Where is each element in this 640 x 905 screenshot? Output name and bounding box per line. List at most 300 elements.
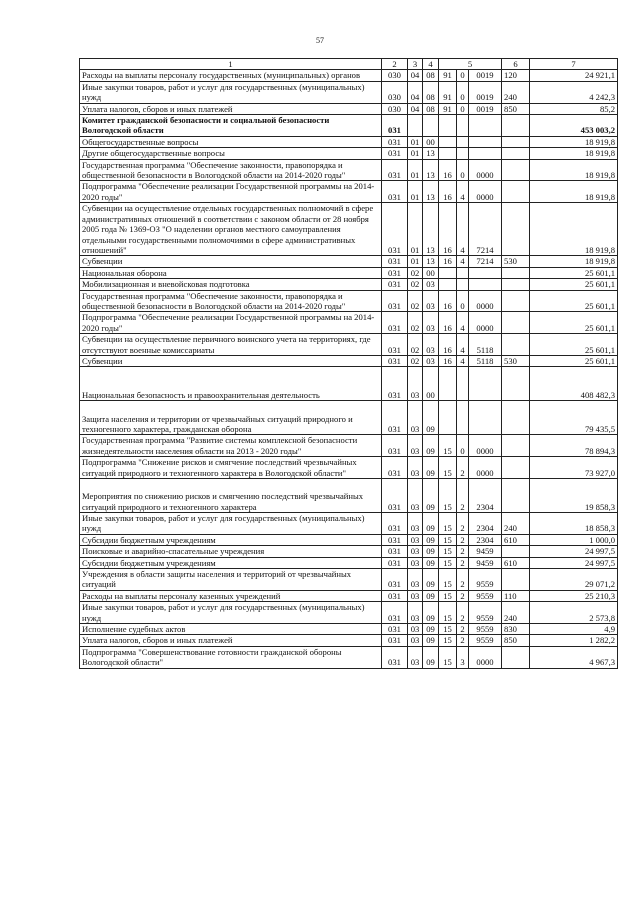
- cell-section: 02: [408, 290, 423, 312]
- cell-name: Национальная безопасность и правоохранительная деятельность: [80, 367, 382, 401]
- cell-name: Подпрограмма "Обеспечение реализации Государственной программы на 2014-2020 годы": [80, 312, 382, 334]
- cell-program: [439, 267, 457, 278]
- cell-ved: 031: [382, 159, 408, 181]
- cell-section: 01: [408, 136, 423, 147]
- table-row: [80, 569, 618, 591]
- table-row: [80, 367, 618, 401]
- cell-subsection: 08: [423, 81, 439, 103]
- cell-expense-type: [502, 646, 530, 668]
- cell-name: Государственная программа "Обеспечение законности, правопорядка и общественной безопасности в Вологодской области на 2014-2020 годы": [80, 290, 382, 312]
- cell-expense-type: [502, 546, 530, 557]
- cell-subsection: 09: [423, 534, 439, 545]
- cell-ved: 031: [382, 557, 408, 568]
- cell-direction: 7214: [469, 203, 502, 256]
- cell-name: Государственная программа "Обеспечение законности, правопорядка и общественной безопасности в Вологодской области на 2014-2020 годы": [80, 159, 382, 181]
- cell-direction: 5118: [469, 355, 502, 366]
- cell-subprogram: [457, 367, 469, 401]
- cell-ved: 031: [382, 646, 408, 668]
- cell-section: 03: [408, 602, 423, 624]
- cell-program: 15: [439, 513, 457, 535]
- cell-subsection: 09: [423, 602, 439, 624]
- cell-sum: 25 601,1: [530, 355, 618, 366]
- cell-program: [439, 136, 457, 147]
- cell-program: 15: [439, 435, 457, 457]
- cell-expense-type: 120: [502, 70, 530, 81]
- cell-section: 03: [408, 569, 423, 591]
- cell-subsection: 09: [423, 479, 439, 513]
- cell-ved: 031: [382, 590, 408, 601]
- cell-subsection: 09: [423, 635, 439, 646]
- cell-section: 02: [408, 312, 423, 334]
- cell-sum: 408 482,3: [530, 367, 618, 401]
- cell-subprogram: 4: [457, 181, 469, 203]
- cell-subsection: 09: [423, 457, 439, 479]
- cell-name: Подпрограмма "Обеспечение реализации Государственной программы на 2014-2020 годы": [80, 181, 382, 203]
- cell-subsection: 00: [423, 136, 439, 147]
- cell-subsection: 13: [423, 181, 439, 203]
- cell-sum: 18 919,8: [530, 136, 618, 147]
- cell-ved: 031: [382, 635, 408, 646]
- cell-subprogram: 4: [457, 256, 469, 267]
- header-col-7: 7: [530, 59, 618, 70]
- cell-name: Субвенции на осуществление первичного воинского учета на территориях, где отсутствуют военные комиссариаты: [80, 334, 382, 356]
- cell-name: Субвенции на осуществление отдельных государственных полномочий в сфере административных отношений в соответствии с законом области от 28 ноября 2005 года № 1369-ОЗ "О наделении органов местного самоуправления отдельными государственными полномочиями в сфере административных отношений": [80, 203, 382, 256]
- table-row: [80, 203, 618, 256]
- cell-direction: [469, 279, 502, 290]
- table-row: [80, 181, 618, 203]
- cell-program: 16: [439, 256, 457, 267]
- cell-expense-type: [502, 435, 530, 457]
- cell-expense-type: 240: [502, 513, 530, 535]
- cell-program: 15: [439, 534, 457, 545]
- cell-ved: 031: [382, 334, 408, 356]
- cell-direction: 0000: [469, 159, 502, 181]
- cell-ved: 030: [382, 70, 408, 81]
- cell-sum: 24 997,5: [530, 557, 618, 568]
- table-row: [80, 435, 618, 457]
- cell-subsection: 13: [423, 203, 439, 256]
- table-row: [80, 334, 618, 356]
- cell-direction: 0000: [469, 312, 502, 334]
- cell-direction: 7214: [469, 256, 502, 267]
- cell-subprogram: 2: [457, 513, 469, 535]
- budget-table: [79, 58, 618, 669]
- cell-expense-type: [502, 401, 530, 435]
- cell-program: 16: [439, 290, 457, 312]
- cell-section: 03: [408, 513, 423, 535]
- cell-sum: 18 919,8: [530, 159, 618, 181]
- page-number: 57: [316, 36, 324, 45]
- cell-section: 01: [408, 256, 423, 267]
- cell-ved: 031: [382, 115, 408, 137]
- cell-name: Субвенции: [80, 256, 382, 267]
- header-col-4: 4: [423, 59, 439, 70]
- table-row: [80, 279, 618, 290]
- cell-section: 04: [408, 103, 423, 114]
- cell-expense-type: [502, 115, 530, 137]
- table-row: [80, 148, 618, 159]
- cell-sum: 18 919,8: [530, 256, 618, 267]
- table-row: [80, 115, 618, 137]
- cell-subprogram: 2: [457, 457, 469, 479]
- cell-direction: [469, 401, 502, 435]
- cell-ved: 031: [382, 355, 408, 366]
- cell-sum: 1 000,0: [530, 534, 618, 545]
- cell-ved: 031: [382, 312, 408, 334]
- cell-program: 15: [439, 635, 457, 646]
- cell-direction: 0000: [469, 646, 502, 668]
- cell-subsection: 13: [423, 256, 439, 267]
- table-row: [80, 103, 618, 114]
- cell-ved: 031: [382, 602, 408, 624]
- table-row: [80, 70, 618, 81]
- cell-name: Подпрограмма "Снижение рисков и смягчение последствий чрезвычайных ситуаций природного и техногенного характера в Вологодской области": [80, 457, 382, 479]
- cell-subprogram: 2: [457, 557, 469, 568]
- cell-expense-type: 850: [502, 635, 530, 646]
- cell-program: 15: [439, 590, 457, 601]
- cell-subsection: 08: [423, 70, 439, 81]
- table-row: [80, 136, 618, 147]
- cell-name: Иные закупки товаров, работ и услуг для государственных (муниципальных) нужд: [80, 602, 382, 624]
- table-row: [80, 355, 618, 366]
- cell-direction: 0019: [469, 81, 502, 103]
- cell-direction: 2304: [469, 534, 502, 545]
- cell-subsection: 08: [423, 103, 439, 114]
- cell-section: 04: [408, 70, 423, 81]
- cell-name: Уплата налогов, сборов и иных платежей: [80, 103, 382, 114]
- table-row: [80, 290, 618, 312]
- cell-sum: 18 919,8: [530, 203, 618, 256]
- cell-program: 16: [439, 203, 457, 256]
- cell-subsection: 03: [423, 290, 439, 312]
- cell-section: 01: [408, 148, 423, 159]
- cell-direction: 2304: [469, 513, 502, 535]
- cell-section: 02: [408, 334, 423, 356]
- cell-name: Исполнение судебных актов: [80, 624, 382, 635]
- cell-subprogram: 4: [457, 355, 469, 366]
- cell-subprogram: 0: [457, 435, 469, 457]
- cell-sum: 29 071,2: [530, 569, 618, 591]
- cell-subsection: 00: [423, 267, 439, 278]
- cell-name: Поисковые и аварийно-спасательные учреждения: [80, 546, 382, 557]
- cell-sum: 25 601,1: [530, 279, 618, 290]
- cell-expense-type: [502, 569, 530, 591]
- cell-direction: [469, 136, 502, 147]
- cell-direction: [469, 367, 502, 401]
- cell-section: 02: [408, 267, 423, 278]
- cell-expense-type: [502, 334, 530, 356]
- cell-section: 03: [408, 435, 423, 457]
- cell-sum: 25 601,1: [530, 334, 618, 356]
- cell-sum: 25 601,1: [530, 267, 618, 278]
- cell-ved: 031: [382, 136, 408, 147]
- cell-program: 91: [439, 103, 457, 114]
- cell-sum: 4 967,3: [530, 646, 618, 668]
- cell-ved: 031: [382, 479, 408, 513]
- cell-direction: 9559: [469, 602, 502, 624]
- cell-name: Мобилизационная и вневойсковая подготовка: [80, 279, 382, 290]
- cell-subsection: 03: [423, 334, 439, 356]
- cell-program: [439, 115, 457, 137]
- cell-ved: 031: [382, 534, 408, 545]
- cell-ved: 031: [382, 546, 408, 557]
- header-col-5: 5: [439, 59, 502, 70]
- cell-direction: 9559: [469, 635, 502, 646]
- cell-subsection: 13: [423, 148, 439, 159]
- cell-subprogram: 0: [457, 290, 469, 312]
- table-row: [80, 267, 618, 278]
- cell-direction: 9559: [469, 590, 502, 601]
- table-row: [80, 256, 618, 267]
- cell-ved: 030: [382, 81, 408, 103]
- cell-subprogram: 2: [457, 534, 469, 545]
- cell-expense-type: [502, 290, 530, 312]
- cell-program: 15: [439, 546, 457, 557]
- cell-name: Защита населения и территории от чрезвычайных ситуаций природного и техногенного характера, гражданская оборона: [80, 401, 382, 435]
- cell-name: Расходы на выплаты персоналу государственных (муниципальных) органов: [80, 70, 382, 81]
- cell-ved: 031: [382, 367, 408, 401]
- cell-program: [439, 148, 457, 159]
- cell-subprogram: [457, 267, 469, 278]
- cell-ved: 031: [382, 148, 408, 159]
- cell-name: Расходы на выплаты персоналу казенных учреждений: [80, 590, 382, 601]
- table-row: [80, 513, 618, 535]
- cell-section: 03: [408, 546, 423, 557]
- cell-direction: 9559: [469, 569, 502, 591]
- cell-subprogram: 2: [457, 624, 469, 635]
- cell-subprogram: [457, 401, 469, 435]
- table-row: [80, 401, 618, 435]
- cell-sum: 24 921,1: [530, 70, 618, 81]
- cell-section: 03: [408, 646, 423, 668]
- cell-ved: 031: [382, 279, 408, 290]
- cell-expense-type: 610: [502, 534, 530, 545]
- cell-expense-type: [502, 457, 530, 479]
- cell-program: 16: [439, 334, 457, 356]
- cell-direction: 5118: [469, 334, 502, 356]
- cell-subprogram: 4: [457, 203, 469, 256]
- cell-subprogram: 0: [457, 103, 469, 114]
- cell-ved: 031: [382, 624, 408, 635]
- cell-name: Государственная программа "Развитие системы комплексной безопасности жизнедеятельности населения области на 2013 - 2020 годы": [80, 435, 382, 457]
- cell-subsection: 09: [423, 646, 439, 668]
- cell-expense-type: [502, 203, 530, 256]
- cell-ved: 031: [382, 569, 408, 591]
- cell-section: [408, 115, 423, 137]
- cell-program: [439, 401, 457, 435]
- cell-section: 01: [408, 159, 423, 181]
- cell-section: 03: [408, 479, 423, 513]
- cell-direction: 0000: [469, 435, 502, 457]
- cell-sum: 19 858,3: [530, 479, 618, 513]
- cell-expense-type: 240: [502, 602, 530, 624]
- cell-name: Комитет гражданской безопасности и социальной безопасности Вологодской области: [80, 115, 382, 137]
- cell-section: 02: [408, 355, 423, 366]
- cell-name: Субвенции: [80, 355, 382, 366]
- cell-sum: 453 003,2: [530, 115, 618, 137]
- cell-program: 15: [439, 602, 457, 624]
- table-row: [80, 81, 618, 103]
- cell-subprogram: 0: [457, 70, 469, 81]
- header-col-1: 1: [80, 59, 382, 70]
- cell-section: 04: [408, 81, 423, 103]
- table-row: [80, 312, 618, 334]
- cell-section: 01: [408, 203, 423, 256]
- cell-subprogram: 3: [457, 646, 469, 668]
- cell-section: 03: [408, 367, 423, 401]
- cell-name: Подпрограмма "Совершенствование готовности гражданской обороны Вологодской области": [80, 646, 382, 668]
- cell-program: 91: [439, 70, 457, 81]
- cell-program: 16: [439, 181, 457, 203]
- cell-subprogram: 0: [457, 81, 469, 103]
- cell-direction: [469, 115, 502, 137]
- cell-sum: 4,9: [530, 624, 618, 635]
- cell-program: 15: [439, 624, 457, 635]
- cell-expense-type: 850: [502, 103, 530, 114]
- cell-sum: 73 927,0: [530, 457, 618, 479]
- cell-sum: 85,2: [530, 103, 618, 114]
- cell-subsection: 09: [423, 435, 439, 457]
- cell-subsection: 00: [423, 367, 439, 401]
- cell-program: 15: [439, 646, 457, 668]
- cell-name: Иные закупки товаров, работ и услуг для государственных (муниципальных) нужд: [80, 81, 382, 103]
- cell-program: 16: [439, 159, 457, 181]
- cell-subsection: 09: [423, 513, 439, 535]
- cell-subsection: 09: [423, 590, 439, 601]
- cell-expense-type: [502, 181, 530, 203]
- header-col-2: 2: [382, 59, 408, 70]
- cell-subprogram: 2: [457, 602, 469, 624]
- table-row: [80, 635, 618, 646]
- cell-name: Общегосударственные вопросы: [80, 136, 382, 147]
- cell-sum: 18 858,3: [530, 513, 618, 535]
- cell-direction: 0019: [469, 70, 502, 81]
- cell-name: Национальная оборона: [80, 267, 382, 278]
- cell-section: 03: [408, 590, 423, 601]
- cell-name: Иные закупки товаров, работ и услуг для государственных (муниципальных) нужд: [80, 513, 382, 535]
- cell-name: Субсидии бюджетным учреждениям: [80, 534, 382, 545]
- cell-direction: 0000: [469, 181, 502, 203]
- cell-sum: 79 435,5: [530, 401, 618, 435]
- cell-direction: 0000: [469, 290, 502, 312]
- cell-subprogram: 0: [457, 159, 469, 181]
- cell-expense-type: [502, 279, 530, 290]
- cell-direction: 9559: [469, 624, 502, 635]
- cell-subsection: 09: [423, 569, 439, 591]
- cell-program: 15: [439, 557, 457, 568]
- table-row: [80, 557, 618, 568]
- cell-expense-type: 110: [502, 590, 530, 601]
- cell-section: 02: [408, 279, 423, 290]
- cell-program: 16: [439, 355, 457, 366]
- cell-sum: 2 573,8: [530, 602, 618, 624]
- cell-subsection: 09: [423, 546, 439, 557]
- cell-expense-type: [502, 367, 530, 401]
- cell-subprogram: [457, 279, 469, 290]
- cell-program: 15: [439, 457, 457, 479]
- cell-subprogram: 2: [457, 569, 469, 591]
- table-row: [80, 646, 618, 668]
- cell-subsection: [423, 115, 439, 137]
- cell-expense-type: 240: [502, 81, 530, 103]
- cell-subprogram: [457, 136, 469, 147]
- cell-subsection: 13: [423, 159, 439, 181]
- cell-section: 03: [408, 624, 423, 635]
- cell-expense-type: 530: [502, 355, 530, 366]
- cell-name: Уплата налогов, сборов и иных платежей: [80, 635, 382, 646]
- cell-direction: 0000: [469, 457, 502, 479]
- cell-expense-type: 530: [502, 256, 530, 267]
- cell-subsection: 09: [423, 401, 439, 435]
- cell-subprogram: 2: [457, 546, 469, 557]
- cell-direction: 2304: [469, 479, 502, 513]
- cell-name: Учреждения в области защиты населения и территорий от чрезвычайных ситуаций: [80, 569, 382, 591]
- cell-ved: 030: [382, 103, 408, 114]
- cell-expense-type: [502, 267, 530, 278]
- cell-expense-type: [502, 136, 530, 147]
- cell-subprogram: 2: [457, 635, 469, 646]
- cell-sum: 1 282,2: [530, 635, 618, 646]
- cell-program: 15: [439, 479, 457, 513]
- cell-name: Другие общегосударственные вопросы: [80, 148, 382, 159]
- cell-ved: 031: [382, 181, 408, 203]
- cell-program: [439, 279, 457, 290]
- cell-expense-type: [502, 148, 530, 159]
- cell-program: 16: [439, 312, 457, 334]
- cell-subprogram: [457, 148, 469, 159]
- cell-ved: 031: [382, 267, 408, 278]
- cell-subprogram: 2: [457, 590, 469, 601]
- cell-ved: 031: [382, 401, 408, 435]
- cell-expense-type: [502, 159, 530, 181]
- cell-direction: [469, 148, 502, 159]
- table-row: [80, 534, 618, 545]
- cell-section: 03: [408, 457, 423, 479]
- cell-direction: 0019: [469, 103, 502, 114]
- header-col-3: 3: [408, 59, 423, 70]
- cell-name: Субсидии бюджетным учреждениям: [80, 557, 382, 568]
- table-row: [80, 159, 618, 181]
- cell-name: Мероприятия по снижению рисков и смягчению последствий чрезвычайных ситуаций природного и техногенного характера: [80, 479, 382, 513]
- cell-section: 03: [408, 557, 423, 568]
- cell-subsection: 03: [423, 355, 439, 366]
- cell-subsection: 03: [423, 312, 439, 334]
- cell-expense-type: 830: [502, 624, 530, 635]
- cell-direction: [469, 267, 502, 278]
- cell-subsection: 03: [423, 279, 439, 290]
- cell-sum: 4 242,3: [530, 81, 618, 103]
- cell-section: 03: [408, 401, 423, 435]
- cell-section: 03: [408, 635, 423, 646]
- cell-sum: 78 894,3: [530, 435, 618, 457]
- cell-direction: 9459: [469, 557, 502, 568]
- cell-direction: 9459: [469, 546, 502, 557]
- cell-expense-type: [502, 312, 530, 334]
- cell-sum: 18 919,8: [530, 148, 618, 159]
- cell-section: 01: [408, 181, 423, 203]
- table-row: [80, 546, 618, 557]
- table-row: [80, 602, 618, 624]
- header-col-6: 6: [502, 59, 530, 70]
- cell-sum: 25 210,3: [530, 590, 618, 601]
- cell-subprogram: [457, 115, 469, 137]
- cell-subsection: 09: [423, 557, 439, 568]
- cell-ved: 031: [382, 203, 408, 256]
- cell-ved: 031: [382, 457, 408, 479]
- cell-ved: 031: [382, 290, 408, 312]
- cell-program: 91: [439, 81, 457, 103]
- cell-sum: 25 601,1: [530, 312, 618, 334]
